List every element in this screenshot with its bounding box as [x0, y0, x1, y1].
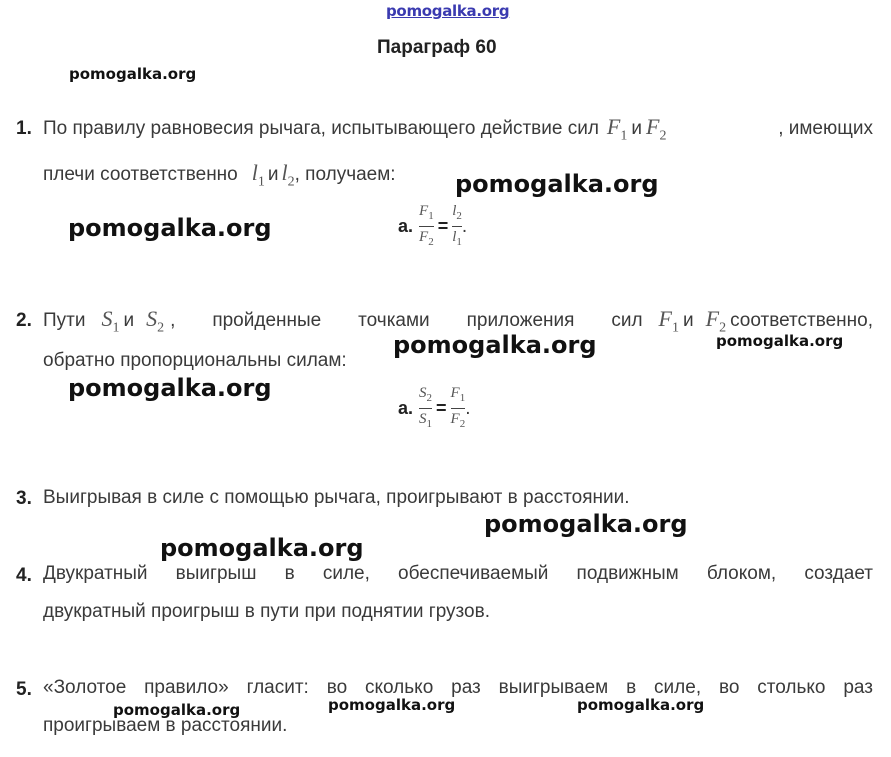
watermark: pomogalka.org: [393, 331, 597, 359]
watermark: pomogalka.org: [328, 696, 456, 714]
item-text: и: [267, 164, 279, 185]
item-text: и: [683, 310, 694, 331]
watermark: pomogalka.org: [455, 170, 659, 198]
item-text: По правилу равновесия рычага, испытывающего действие сил: [43, 118, 599, 139]
item-text: плечи соответственно: [43, 164, 238, 185]
item-number: 5.: [16, 679, 32, 700]
item-5-line-2: проигрываем в расстоянии.: [43, 715, 288, 736]
item-number: 3.: [16, 488, 32, 509]
period: .: [465, 397, 471, 419]
item-3-line-1: Выигрывая в силе с помощью рычага, проигрывают в расстоянии.: [43, 487, 630, 508]
item-5-line-1: «Золотое правило» гласит: во сколько раз выигрываем в силе, во столько раз: [43, 677, 873, 698]
answer-label: а.: [398, 216, 414, 236]
item-1-line-2: [43, 160, 396, 190]
math-var: $F_2$: [646, 114, 667, 144]
equals-sign: =: [437, 216, 449, 236]
watermark: pomogalka.org: [577, 696, 705, 714]
watermark: pomogalka.org: [68, 374, 272, 402]
item-number: 1.: [16, 118, 32, 139]
item-2-line-2: обратно пропорциональны силам:: [43, 350, 347, 371]
item-1-line-1: [43, 114, 873, 144]
watermark: pomogalka.org: [69, 65, 197, 83]
math-var: $l_1$: [251, 160, 265, 190]
watermark: pomogalka.org: [68, 214, 272, 242]
item-1-answer: [398, 203, 467, 250]
item-number: 4.: [16, 565, 32, 586]
math-var: $F_1$: [658, 306, 679, 336]
answer-label: а.: [398, 398, 414, 418]
item-text: и: [631, 118, 642, 139]
item-text: соответственно,: [730, 310, 873, 331]
fraction: $\frac{l_2}{l_1}$: [452, 203, 462, 248]
math-var: $F_1$: [606, 114, 628, 144]
watermark: pomogalka.org: [160, 534, 364, 562]
item-text: и: [123, 310, 135, 331]
site-link[interactable]: pomogalka.org: [386, 2, 510, 20]
math-var: $S_2$: [146, 306, 165, 336]
item-text: , получаем:: [294, 164, 396, 185]
equals-sign: =: [436, 398, 447, 418]
item-number: 2.: [16, 310, 32, 331]
watermark: pomogalka.org: [716, 332, 844, 350]
item-4-line-1: Двукратный выигрыш в силе, обеспечиваемый подвижным блоком, создает: [43, 563, 873, 584]
math-var: $l_2$: [281, 160, 295, 190]
fraction: $\frac{F_1}{F_2}$: [419, 203, 434, 248]
item-text: Пути: [43, 310, 86, 331]
math-var: $F_2$: [705, 306, 727, 336]
item-2-answer: [398, 385, 470, 432]
item-4-line-2: двукратный проигрыш в пути при поднятии грузов.: [43, 601, 490, 622]
item-text: , имеющих: [778, 118, 873, 139]
math-var: $S_1$: [101, 306, 120, 336]
item-text: , пройденные точками приложения сил: [170, 310, 643, 331]
period: .: [461, 215, 468, 237]
page-title: Параграф 60: [377, 37, 497, 58]
item-2-line-1: [43, 306, 873, 336]
watermark: pomogalka.org: [113, 701, 241, 719]
watermark: pomogalka.org: [484, 510, 688, 538]
fraction: $\frac{F_1}{F_2}$: [450, 385, 466, 430]
fraction: $\frac{S_2}{S_1}$: [419, 385, 433, 430]
